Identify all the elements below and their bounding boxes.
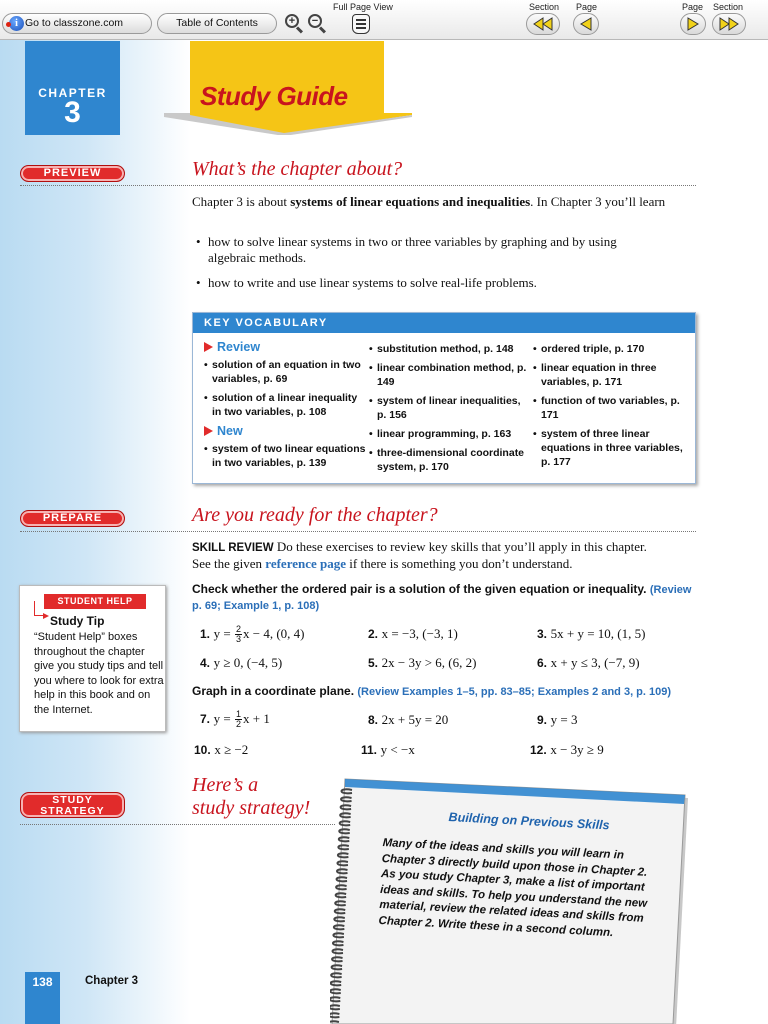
- hook-arrow-icon: [34, 601, 44, 616]
- student-help-box: [19, 585, 166, 732]
- next-section-button[interactable]: [712, 13, 746, 35]
- strategy-heading: [192, 774, 310, 820]
- vocab-item: • function of two variables, p. 171: [533, 394, 683, 422]
- double-arrow-left-icon: [532, 17, 554, 31]
- vocab-column-3: [533, 342, 683, 474]
- exercise-text: 5x + y = 10, (1, 5): [550, 626, 646, 641]
- exercise-number: 12.: [530, 743, 547, 757]
- chapter-word: CHAPTER: [38, 86, 107, 100]
- instruction-1-text: Check whether the ordered pair is a solution of the given equation or inequality.: [192, 582, 647, 596]
- vocab-item: • solution of a linear inequality in two variables, p. 108: [204, 391, 369, 419]
- exercise-11: [361, 742, 415, 758]
- vocab-item: • three-dimensional coordinate system, p. 170: [369, 446, 529, 474]
- pill-line-2: STRATEGY: [40, 804, 105, 817]
- skill-review-text-1: Do these exercises to review key skills that you’ll apply in this chapter. See the given: [192, 539, 647, 571]
- notebook-text: Many of the ideas and skills you will learn in Chapter 3 directly build upon those in Chapter 2. As you study Chapter 3, make a list of important ideas and skills. To help you understand the new material, review the related ideas and skills from Chapter 2. Write these in a second column.: [378, 836, 648, 939]
- exercise-text: x = −3, (−3, 1): [381, 626, 458, 641]
- instruction-2: [192, 684, 692, 700]
- classzone-label: Go to classzone.com: [25, 17, 124, 29]
- exercise-number: 9.: [537, 713, 548, 727]
- exercise-number: 5.: [368, 656, 379, 670]
- exercise-6: [537, 655, 640, 671]
- notebook-title: Building on Previous Skills: [448, 810, 610, 833]
- vocab-item: • ordered triple, p. 170: [533, 342, 683, 356]
- zoom-in-icon[interactable]: [284, 13, 304, 33]
- student-help-tag: STUDENT HELP: [44, 594, 146, 609]
- key-vocabulary-heading: KEY VOCABULARY: [193, 313, 695, 333]
- strategy-heading-line-2: study strategy!: [192, 797, 311, 819]
- prev-section-label: Section: [529, 2, 560, 12]
- exercise-number: 1.: [200, 626, 211, 641]
- next-section-label: Section: [713, 2, 744, 12]
- fraction-numerator: 1: [235, 709, 241, 719]
- vocab-item: • linear equation in three variables, p. 171: [533, 361, 683, 389]
- exercise-text: 2x + 5y = 20: [381, 712, 449, 727]
- exercise-text: y = 3: [550, 712, 578, 727]
- preview-bullet-2: • how to write and use linear systems to solve real-life problems.: [196, 275, 666, 291]
- vocab-item: • linear combination method, p. 149: [369, 361, 529, 389]
- vocab-review-label: Review: [204, 340, 369, 354]
- page-number: 138: [25, 972, 60, 1024]
- vocab-column-1: [204, 340, 369, 475]
- prepare-pill: PREPARE: [20, 510, 125, 527]
- study-tip-title: Study Tip: [50, 614, 105, 628]
- banner-title: Study Guide: [200, 81, 348, 111]
- skill-review-label: SKILL REVIEW: [192, 542, 274, 554]
- exercise-number: 11.: [361, 743, 378, 757]
- exercise-number: 8.: [368, 713, 379, 727]
- exercise-text: x ≥ −2: [214, 742, 249, 757]
- exercise-number: 6.: [537, 656, 548, 670]
- table-of-contents-button[interactable]: [157, 13, 277, 34]
- left-decorative-band: [0, 40, 190, 1024]
- next-page-label: Page: [682, 2, 704, 12]
- vocab-item: • system of two linear equations in two variables, p. 139: [204, 442, 369, 470]
- vocab-item: • system of linear inequalities, p. 156: [369, 394, 529, 422]
- chapter-badge: [25, 41, 120, 135]
- exercise-text: x − 4, (0, 4): [243, 625, 305, 641]
- vocab-item: • solution of an equation in two variables, p. 69: [204, 358, 369, 386]
- strategy-heading-line-1: Here’s a: [192, 774, 259, 796]
- exercise-number: 3.: [537, 627, 548, 641]
- preview-pill: PREVIEW: [20, 165, 125, 182]
- prev-section-button[interactable]: [526, 13, 560, 35]
- toolbar: [0, 0, 768, 40]
- fraction-numerator: 2: [235, 624, 241, 634]
- vocab-column-2: [369, 342, 529, 479]
- vocab-item: • substitution method, p. 148: [369, 342, 529, 356]
- prepare-divider: [20, 531, 696, 532]
- exercise-text: x + y ≤ 3, (−7, 9): [550, 655, 640, 670]
- instruction-1-ref[interactable]: (Review p. 69; Example 1, p. 108): [192, 584, 692, 612]
- instruction-2-text: Graph in a coordinate plane.: [192, 684, 355, 698]
- vocab-item: • system of three linear equations in three variables, p. 177: [533, 427, 683, 469]
- exercise-5: [368, 655, 476, 671]
- exercise-7: [200, 710, 270, 729]
- chapter-number: 3: [64, 96, 81, 129]
- preview-intro: [192, 194, 682, 210]
- exercise-3: [537, 626, 645, 642]
- zoom-out-icon[interactable]: [307, 13, 327, 33]
- exercise-12: [530, 742, 604, 758]
- exercise-number: 2.: [368, 627, 379, 641]
- exercise-9: [537, 712, 577, 728]
- exercise-text: y =: [213, 625, 234, 641]
- study-strategy-pill: [20, 792, 125, 818]
- zoom-in-glyph: +: [285, 14, 299, 28]
- skill-review-paragraph: [192, 539, 662, 572]
- fraction-denominator: 3: [235, 634, 241, 644]
- exercise-number: 4.: [200, 656, 211, 670]
- reference-page-link[interactable]: reference page: [265, 556, 347, 571]
- next-page-button[interactable]: [680, 13, 706, 35]
- instruction-1: [192, 582, 692, 614]
- vocab-item: • linear programming, p. 163: [369, 427, 529, 441]
- preview-bullet-1: • how to solve linear systems in two or three variables by graphing and by using algebraic methods.: [196, 234, 666, 266]
- study-tip-body: “Student Help” boxes throughout the chapter give you study tips and tell you where to look for extra help in this book and on the Internet.: [34, 631, 164, 716]
- zoom-out-glyph: −: [308, 14, 322, 28]
- exercise-text: y =: [213, 710, 234, 726]
- exercise-text: x − 3y ≥ 9: [550, 742, 604, 757]
- exercise-text: x + 1: [243, 710, 270, 726]
- fraction-denominator: 2: [235, 719, 241, 729]
- intro-start: Chapter 3 is about: [192, 194, 291, 209]
- preview-divider: [20, 185, 696, 186]
- arrow-right-icon: [686, 17, 700, 31]
- strategy-notebook: [330, 778, 690, 1024]
- classzone-button[interactable]: [2, 13, 152, 34]
- full-page-view-label: Full Page View: [333, 2, 393, 12]
- skill-review-text-2: if there is something you don’t understand.: [346, 556, 573, 571]
- intro-bold: systems of linear equations and inequalities: [290, 194, 531, 209]
- info-icon: i: [9, 16, 24, 31]
- study-guide-banner: [164, 41, 414, 135]
- exercise-number: 7.: [200, 711, 211, 726]
- prev-page-button[interactable]: [573, 13, 599, 35]
- exercise-8: [368, 712, 448, 728]
- exercise-4: [200, 655, 282, 671]
- prev-page-label: Page: [576, 2, 598, 12]
- intro-end: . In Chapter 3 you’ll learn: [530, 194, 666, 209]
- exercise-2: [368, 626, 458, 642]
- full-page-view-icon[interactable]: [352, 14, 370, 34]
- footer-chapter-label: Chapter 3: [85, 975, 139, 987]
- exercise-text: y < −x: [380, 742, 415, 757]
- preview-heading: What’s the chapter about?: [192, 158, 403, 180]
- fraction: [235, 710, 242, 729]
- vocab-new-label: New: [204, 424, 369, 438]
- key-vocabulary-box: [192, 312, 696, 484]
- exercise-1: [200, 625, 305, 644]
- exercise-10: [194, 742, 248, 758]
- exercise-number: 10.: [194, 743, 211, 757]
- strategy-divider: [20, 824, 335, 825]
- toc-label: Table of Contents: [176, 17, 258, 29]
- prepare-heading: Are you ready for the chapter?: [192, 504, 438, 526]
- exercise-text: 2x − 3y > 6, (6, 2): [381, 655, 477, 670]
- exercise-text: y ≥ 0, (−4, 5): [213, 655, 283, 670]
- double-arrow-right-icon: [718, 17, 740, 31]
- pill-line-1: STUDY: [52, 794, 93, 806]
- instruction-2-ref[interactable]: (Review Examples 1–5, pp. 83–85; Examples 2 and 3, p. 109): [357, 686, 672, 698]
- arrow-left-icon: [579, 17, 593, 31]
- fraction: [235, 625, 242, 644]
